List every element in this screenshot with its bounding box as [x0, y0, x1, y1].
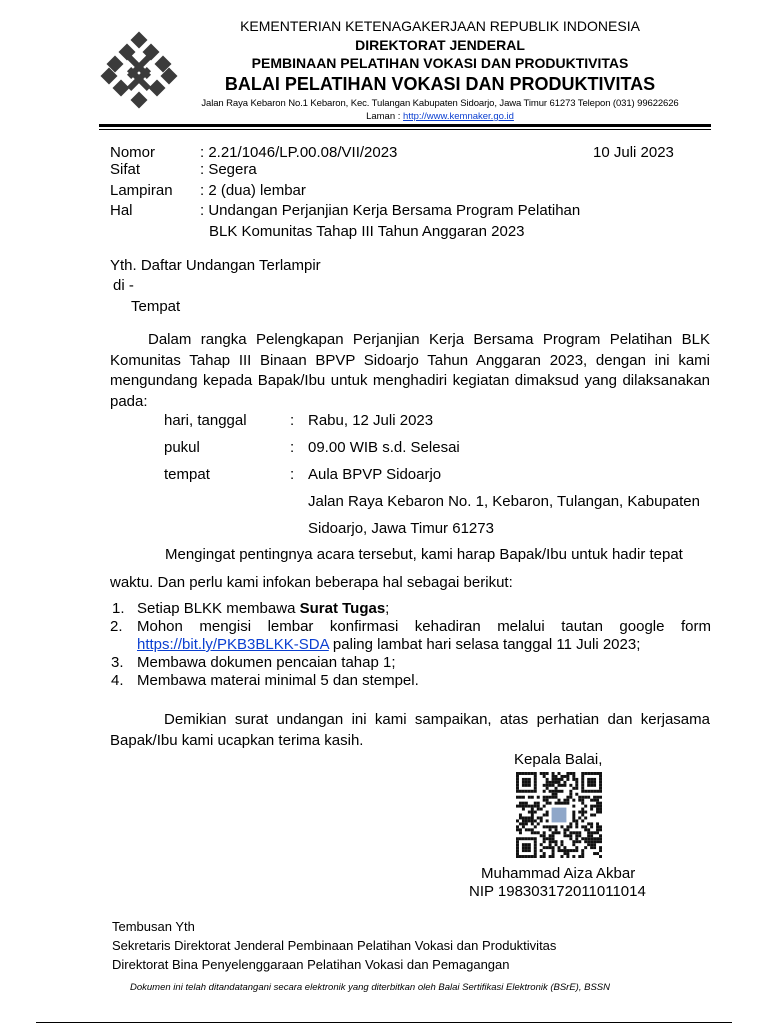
directorate-name: DIREKTORAT JENDERAL [355, 37, 525, 53]
nomor-value: : 2.21/1046/LP.00.08/VII/2023 [200, 144, 398, 161]
lampiran-value: : 2 (dua) lembar [200, 182, 306, 199]
event-date-value: Rabu, 12 Juli 2023 [308, 412, 434, 429]
closing-paragraph: Demikian surat undangan ini kami sampaikan, atas perhatian dan kerjasama Bapak/Ibu kami ucapkan terima kasih. [110, 711, 710, 749]
recipient-line-1: Yth. Daftar Undangan Terlampir [110, 257, 321, 274]
header-rule-thick [99, 124, 711, 127]
list-item-4: Membawa materai minimal 5 dan stempel. [137, 672, 419, 689]
letter-date: 10 Juli 2023 [593, 144, 674, 161]
sifat-label: Sifat [110, 161, 141, 178]
notice-line-1: Mengingat pentingnya acara tersebut, kami harap Bapak/Ibu untuk hadir tepat [165, 546, 683, 563]
signer-name: Muhammad Aiza Akbar [481, 865, 636, 882]
signature-qr-code-icon [516, 772, 602, 858]
hal-value-1: : Undangan Perjanjian Kerja Bersama Program Pelatihan [200, 202, 581, 219]
notice-line-2: waktu. Dan perlu kami infokan beberapa hal sebagai berikut: [110, 574, 513, 591]
recipient-line-3: Tempat [131, 298, 181, 315]
signer-nip: NIP 198303172011011014 [469, 883, 646, 900]
lampiran-label: Lampiran [110, 182, 173, 199]
signature-title: Kepala Balai, [514, 751, 603, 768]
website-link[interactable]: http://www.kemnaker.go.id [403, 111, 514, 122]
division-name: PEMBINAAN PELATIHAN VOKASI DAN PRODUKTIVITAS [251, 55, 629, 71]
event-time-value: 09.00 WIB s.d. Selesai [308, 439, 460, 456]
event-time-colon: : [290, 439, 295, 456]
event-address-2: Sidoarjo, Jawa Timur 61273 [308, 520, 494, 537]
event-place-label: tempat [164, 466, 210, 483]
list-number-3: 3. [111, 654, 124, 671]
google-form-link[interactable]: https://bit.ly/PKB3BLKK-SDA [137, 636, 329, 653]
event-time-label: pukul [164, 439, 200, 456]
e-signature-note: Dokumen ini telah ditandatangani secara elektronik yang diterbitkan oleh Balai Sertifikasi Elektronik (BSrE), BSSN [130, 982, 610, 993]
footer-rule [36, 1022, 732, 1023]
list-item-1: Setiap BLKK membawa Surat Tugas; [137, 600, 390, 617]
intro-paragraph: Dalam rangka Pelengkapan Perjanjian Kerja Bersama Program Pelatihan BLK Komunitas Tahap III Binaan BPVP Sidoarjo Tahun Anggaran 2023, dengan ini kami mengundang kepada Bapak/Ibu untuk menghadiri kegiatan dimaksud yang dilaksanakan pada: [110, 331, 710, 410]
nomor-label: Nomor [110, 144, 156, 161]
cc-line-1: Sekretaris Direktorat Jenderal Pembinaan Pelatihan Vokasi dan Produktivitas [112, 938, 557, 953]
website-label: Laman : [366, 111, 401, 122]
institution-address: Jalan Raya Kebaron No.1 Kebaron, Kec. Tulangan Kabupaten Sidoarjo, Jawa Timur 61273 Telepon (031) 99622626 [201, 98, 679, 109]
event-place-value: Aula BPVP Sidoarjo [308, 466, 442, 483]
list-number-1: 1. [112, 600, 125, 617]
list-number-2: 2. [110, 618, 123, 635]
event-address-1: Jalan Raya Kebaron No. 1, Kebaron, Tulangan, Kabupaten [308, 493, 700, 510]
list-item-2-line-2: https://bit.ly/PKB3BLKK-SDA paling lambat hari selasa tanggal 11 Juli 2023; [137, 636, 641, 653]
website-line [180, 111, 700, 122]
event-date-label: hari, tanggal [164, 412, 247, 429]
event-place-colon: : [290, 466, 295, 483]
list-number-4: 4. [111, 672, 124, 689]
hal-value-2: BLK Komunitas Tahap III Tahun Anggaran 2023 [209, 223, 525, 240]
cc-heading: Tembusan Yth [112, 919, 195, 934]
ministry-name: KEMENTERIAN KETENAGAKERJAAN REPUBLIK INDONESIA [240, 18, 640, 34]
institution-name: BALAI PELATIHAN VOKASI DAN PRODUKTIVITAS [224, 74, 656, 94]
sifat-value: : Segera [200, 161, 257, 178]
header-rule-thin [99, 129, 711, 130]
surat-tugas-bold: Surat Tugas [299, 600, 386, 617]
event-date-colon: : [290, 412, 295, 429]
kemnaker-logo [99, 30, 179, 110]
recipient-line-2: di - [113, 277, 134, 294]
cc-line-2: Direktorat Bina Penyelenggaraan Pelatihan Vokasi dan Pemagangan [112, 957, 510, 972]
list-item-3: Membawa dokumen pencaian tahap 1; [137, 654, 396, 671]
hal-label: Hal [110, 202, 133, 219]
list-item-2-line-1: Mohon mengisi lembar konfirmasi kehadiran melalui tautan google form [137, 618, 711, 635]
